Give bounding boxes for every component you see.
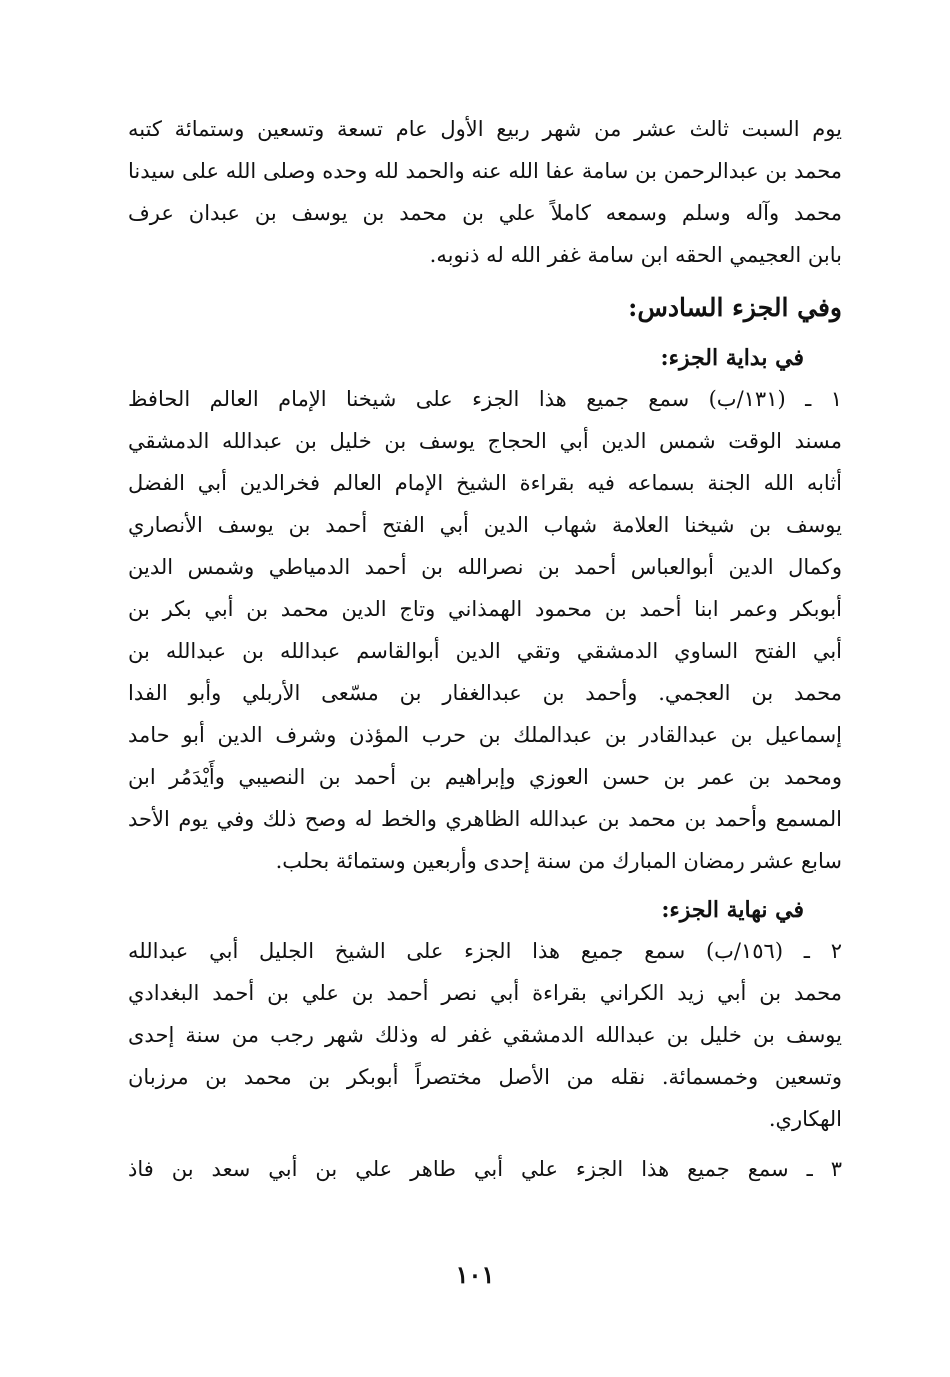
text-line: أبي الفتح الساوي الدمشقي وتقي الدين أبوالقاسم عبدالله بن عبدالله بن <box>128 639 842 663</box>
spacer <box>128 882 842 890</box>
section-heading: وفي الجزء السادس: <box>628 293 842 322</box>
text-line: يوسف بن شيخنا العلامة شهاب الدين أبي الفتح أحمد بن يوسف الأنصاري <box>128 513 842 537</box>
text-line: إسماعيل بن عبدالقادر بن عبدالملك بن حرب المؤذن وشرف الدين أبو حامد <box>128 723 842 747</box>
page-body <box>128 108 842 1190</box>
text-line: محمد وآله وسلم وسمعه كاملاً علي بن محمد بن يوسف بن عبدان عرف <box>128 201 842 225</box>
text-line: ٣ ـ سمع جميع هذا الجزء علي أبي طاهر علي بن أبي سعد بن فاذ <box>128 1157 842 1181</box>
text-line: المسمع وأحمد بن محمد بن عبدالله الظاهري والخط له وصح ذلك وفي يوم الأحد <box>128 807 842 831</box>
end-subheading: في نهاية الجزء: <box>661 897 804 923</box>
text-line: ١ ـ (١٣١/ب) سمع جميع هذا الجزء على شيخنا الإمام العالم الحافظ <box>128 387 842 411</box>
text-line: الهكاري. <box>768 1107 842 1131</box>
text-line: محمد بن العجمي. وأحمد بن عبدالغفار بن مسّعى الأربلي وأبو الفدا <box>128 681 842 705</box>
text-line: مسند الوقت شمس الدين أبي الحجاج يوسف بن خليل بن عبدالله الدمشقي <box>128 429 842 453</box>
item-3-paragraph <box>128 1148 842 1190</box>
text-line: ٢ ـ (١٥٦/ب) سمع جميع هذا الجزء على الشيخ الجليل أبي عبدالله <box>128 939 842 963</box>
text-line: وتسعين وخمسمائة. نقله من الأصل مختصراً أبوبكر بن محمد بن مرزبان <box>128 1065 842 1089</box>
text-line: بابن العجيمي الحقه ابن سامة غفر الله له ذنوبه. <box>429 243 842 267</box>
text-line: محمد بن عبدالرحمن بن سامة عفا الله عنه والحمد لله وحده وصلى الله على سيدنا <box>128 159 842 183</box>
item-1-paragraph <box>128 378 842 882</box>
text-line: سابع عشر رمضان المبارك من سنة إحدى وأربعين وستمائة بحلب. <box>275 849 842 873</box>
text-line: محمد بن أبي زيد الكراني بقراءة أبي نصر أحمد بن علي بن أحمد البغدادي <box>128 981 842 1005</box>
text-line: أبوبكر وعمر ابنا أحمد بن محمود الهمذاني وتاج الدين محمد بن أبي بكر بن <box>128 597 842 621</box>
spacer <box>128 1140 842 1148</box>
page-number: ١٠١ <box>455 1260 495 1289</box>
text-line: يوسف بن خليل بن عبدالله الدمشقي غفر له وذلك شهر رجب من سنة إحدى <box>128 1023 842 1047</box>
start-subheading: في بداية الجزء: <box>660 345 804 371</box>
item-2-paragraph <box>128 930 842 1140</box>
text-line: يوم السبت ثالث عشر من شهر ربيع الأول عام تسعة وتسعين وستمائة كتبه <box>128 117 842 141</box>
text-line: أثابه الله الجنة بسماعه فيه بقراءة الشيخ الإمام العالم فخرالدين أبي الفضل <box>128 471 842 495</box>
text-line: وكمال الدين أبوالعباس أحمد بن نصرالله بن أحمد الدمياطي وشمس الدين <box>128 555 842 579</box>
text-line: ومحمد بن عمر بن حسن العوزي وإبراهيم بن أحمد بن النصيبي وأَيْدَمُر ابن <box>128 765 842 789</box>
intro-paragraph <box>128 108 842 276</box>
